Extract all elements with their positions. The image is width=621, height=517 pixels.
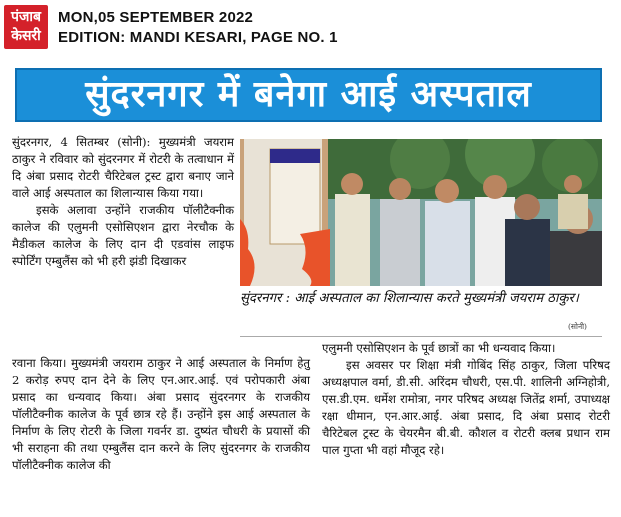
article-column-3 (322, 340, 610, 459)
article-paragraph: इस अवसर पर शिक्षा मंत्री गोबिंद सिंह ठाकुर, जिला परिषद अध्यक्षपाल वर्मा, डी.सी. अरिंदम चौधरी, एस.पी. शालिनी अग्निहोत्री, एस.डी.एम. धर्मेश रामोत्रा, नगर परिषद अध्यक्ष जितेंद्र शर्मा, उपाध्यक्ष रक्षा धीमान, एन.आर.आई. अंबा प्रसाद, दि अंबा प्रसाद रोटरी चैरिटेबल ट्रस्ट के चेयरमैन बी.बी. कौशल व रोटरी क्लब प्रधान राम पाल गुप्ता भी वहां मौजूद रहे। (322, 358, 610, 457)
punjab-kesari-logo (4, 5, 48, 49)
news-photo (240, 139, 602, 286)
article-paragraph: रवाना किया। मुख्यमंत्री जयराम ठाकुर ने आई अस्पताल के निर्माण हेतु 2 करोड़ रुपए दान देने के लिए एन.आर.आई. एवं परोपकारी अंबा प्रसाद का धन्यवाद किया। अंबा प्रसाद सुंदरनगर के राजकीय पॉलीटैक्नीक कालेज के पूर्व छात्र रहे हैं। उन्होंने इस आई अस्पताल के निर्माण के लिए रोटरी के जिला गवर्नर डा. दुष्यंत चौधरी के प्रयासों की भी सराहना की तथा एम्बुलैंस दान करने के लिए सुंदरनगर के राजकीय पॉलीटैक्नीक कालेज की (12, 356, 310, 472)
article-column-2 (12, 355, 310, 474)
masthead (0, 0, 621, 60)
caption-divider (240, 336, 602, 337)
logo-line-2: केसरी (11, 28, 41, 44)
photo-credit: (सोनी) (568, 322, 587, 331)
article-column-1 (12, 134, 234, 270)
edition-label: EDITION: MANDI KESARI, PAGE NO. 1 (58, 29, 338, 46)
edition-info (58, 8, 338, 48)
headline: सुंदरनगर में बनेगा आई अस्पताल (15, 68, 602, 122)
publication-date: MON,05 SEPTEMBER 2022 (58, 9, 254, 26)
foundation-stone-ceremony-photo (240, 139, 602, 286)
logo-line-1: पंजाब (11, 9, 41, 25)
article-paragraph: सुंदरनगर, 4 सितम्बर (सोनी): मुख्यमंत्री जयराम ठाकुर ने रविवार को सुंदरनगर में रोटरी के तत्वाधान में दि अंबा प्रसाद रोटरी चैरिटेबल ट्रस्ट द्वारा बनाए जाने वाले आई अस्पताल का शिलान्यास किया गया। (12, 135, 234, 200)
article-paragraph: एलुमनी एसोसिएशन के पूर्व छात्रों का भी धन्यवाद किया। (322, 341, 556, 355)
article-paragraph: इसके अलावा उन्होंने राजकीय पॉलीटैक्नीक कालेज की एलुमनी एसोसिएशन द्वारा नेरचौक के मैडीकल कालेज के लिए दान दी एडवांस लाइफ स्पोर्टिंग एम्बुलैंस को भी हरी झंडी दिखाकर (12, 203, 234, 268)
photo-caption: सुंदरनगर : आई अस्पताल का शिलान्यास करते मुख्यमंत्री जयराम ठाकुर। (240, 291, 579, 306)
